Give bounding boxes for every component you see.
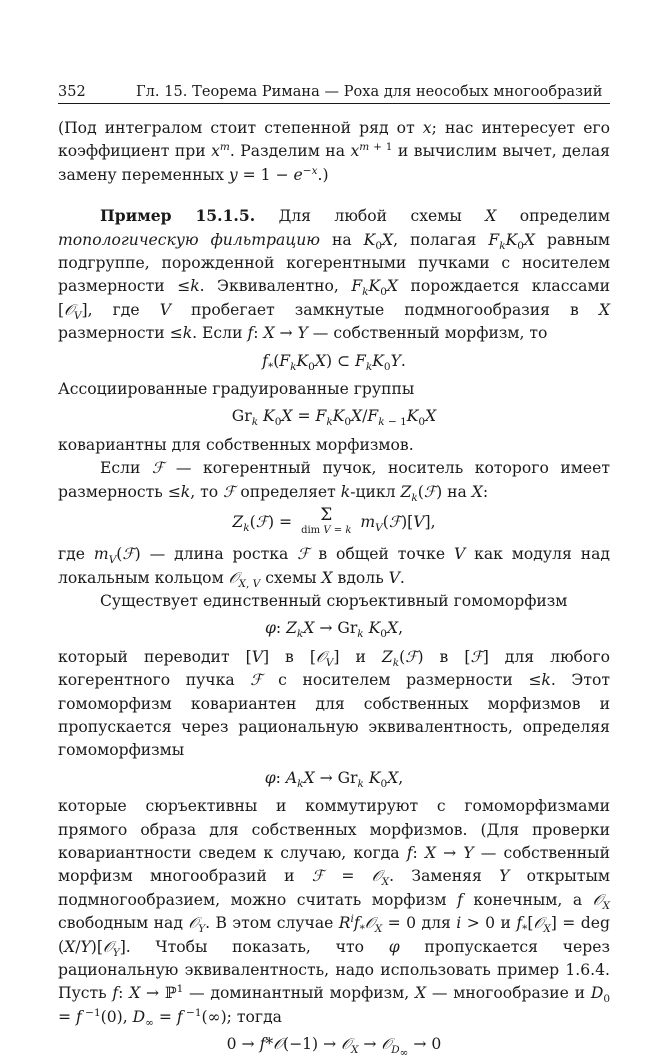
formula-phi-a: φ: $A_kX \to Gr_k$ $K_0X$, — [264, 768, 404, 790]
formula-graded: $Gr_k$ $K_0X = F_kK_0X/F_{k - 1}K_0X$ — [231, 407, 437, 429]
page-body — [58, 117, 610, 1062]
formula-pushforward: $f_*(F_kK_0X)$ ⊂ $F_kK_0Y$. — [262, 351, 406, 373]
paragraph-covariant: ковариантны для собственных морфизмов. — [58, 435, 414, 454]
paragraph-translates: который переводит [V] в [𝒪$_V$] и $Z_k(ℱ)$ в [ℱ] для любого когерентного пучка ℱ с носителем размерности ≤k. Этот гомоморфизм ковариантен для собственных морфизмов и пропускается через рациональную эквивалентность, определяя гомоморфизмы — [58, 647, 610, 760]
header-rule — [58, 103, 610, 104]
paragraph-graded: Ассоциированные градуированные группы — [58, 380, 415, 399]
formula-cycle: $Z_k(ℱ) = \Sigma$ dim V = k $m_V(ℱ)[V]$, — [232, 505, 436, 537]
paragraph-1: (Под интегралом стоит степенной ряд от x; нас интересует его коэффициент при $x^m$. Разделим на $x^{m + 1}$ и вычислим вычет, делая замену переменных $y = 1 - e^{-x}$.) — [58, 119, 610, 184]
paragraph-unique-hom: Существует единственный сюръективный гомоморфизм — [100, 591, 568, 610]
paragraph-surjective: которые сюръективны и коммутируют с гомоморфизмами прямого образа для собственных морфизмов. (Для проверки ковариантности сведем к случаю, когда f: X → Y — собственный морфизм многообразий и ℱ = 𝒪$_X$. Заменяя Y открытым подмногообразием, можно считать морфизм f конечным, а 𝒪$_X$ свободным над 𝒪$_Y$. В этом случае $R^if_*𝒪_X = 0$ для i > 0 и $f_*[𝒪_X]$ = deg (X/Y)[𝒪$_Y$]. Чтобы показать, что φ пропускается через рациональную эквивалентность, надо использовать пример 1.6.4. Пусть f: X → ℙ$^1$ — доминантный морфизм, X — многообразие и $D_0 = f$ $^{-1}$(0), $D_\infty = f$ $^{-1}$(∞); тогда — [58, 797, 611, 1029]
running-title: Гл. 15. Теорема Римана — Роха для неособых многообразий — [136, 84, 603, 100]
paragraph-length: где $m_V(ℱ)$ — длина ростка ℱ в общей точке V как модуля над локальным кольцом 𝒪$_{X, V}$ схемы X вдоль V. — [58, 545, 610, 590]
page-number: 352 — [58, 84, 86, 100]
formula-exact-sequence: 0 → f*𝒪(−1) → 𝒪$_X$ → 𝒪$_{D_\infty}$ → 0 — [226, 1035, 442, 1060]
paragraph-coherent-sheaf: Если ℱ — когерентный пучок, носитель которого имеет размерность ≤k, то ℱ определяет k-цикл $Z_k(ℱ)$ на X: — [58, 459, 611, 504]
example-15-1-5: Пример 15.1.5. Для любой схемы X определим топологическую фильтрацию на $K_0X$, полагая $F_kK_0X$ равным подгруппе, порожденной когерентными пучками с носителем размерности ≤k. Эквивалентно, $F_kK_0X$ порождается классами [𝒪$_V$], где V пробегает замкнутые подмногообразия в X размерности ≤k. Если f: X → Y — собственный морфизм, то — [58, 206, 611, 343]
formula-phi-z: φ: $Z_kX \to Gr_k$ $K_0X$, — [264, 619, 404, 641]
running-header — [58, 81, 610, 103]
